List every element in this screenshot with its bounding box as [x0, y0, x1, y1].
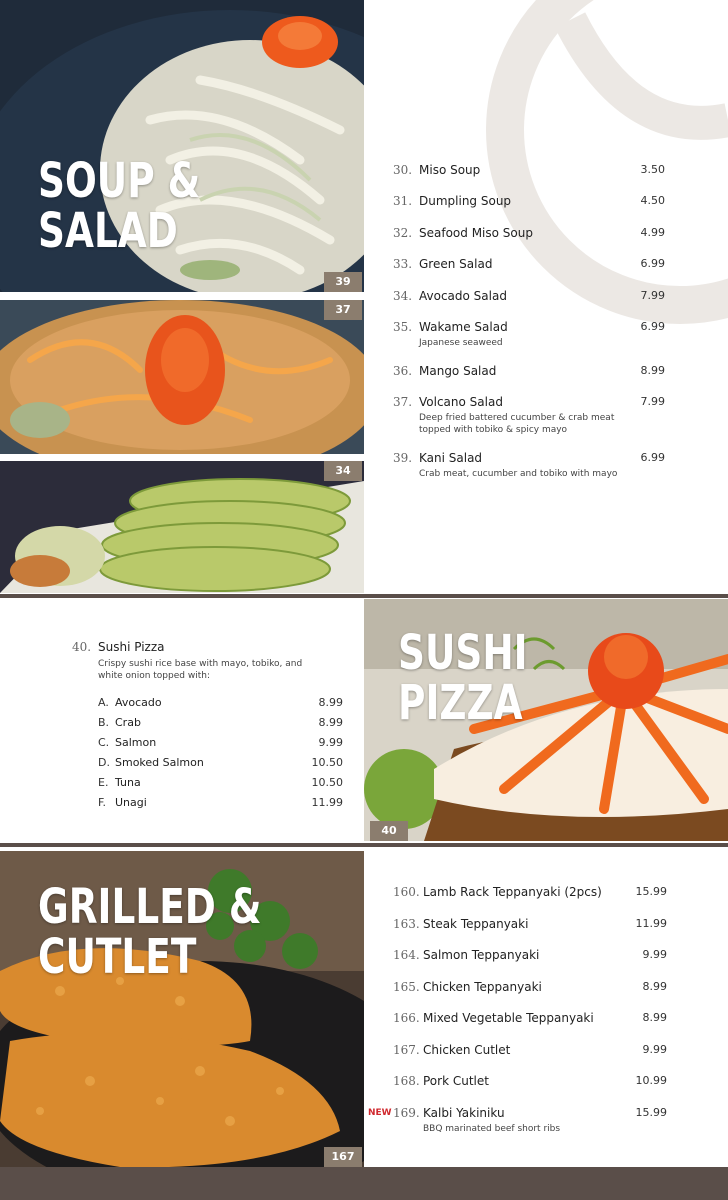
item-name: Sushi Pizza [98, 640, 165, 654]
menu-item [393, 980, 667, 1011]
menu-item [393, 1011, 667, 1043]
item-price: 8.99 [642, 980, 667, 993]
item-description: Crab meat, cucumber and tobiko with mayo [419, 469, 618, 479]
item-price: 6.99 [640, 451, 665, 464]
photo-badge-39: 39 [324, 272, 362, 292]
option-name: Tuna [115, 776, 141, 789]
item-price: 7.99 [640, 395, 665, 408]
item-name: Salmon Teppanyaki [423, 948, 540, 962]
option-price: 9.99 [318, 736, 343, 749]
item-price: 8.99 [642, 1011, 667, 1024]
item-name: Seafood Miso Soup [419, 226, 533, 240]
item-price: 9.99 [642, 1043, 667, 1056]
option-letter: D. [98, 756, 110, 769]
new-badge: NEW [368, 1108, 392, 1118]
menu-item [393, 226, 665, 257]
option-price: 10.50 [311, 756, 343, 769]
menu-item [393, 163, 665, 194]
item-name: Volcano Salad [419, 395, 503, 409]
avocado-salad-photo [0, 461, 364, 593]
sushi-pizza-list [72, 640, 343, 816]
option-letter: C. [98, 736, 110, 749]
menu-item [393, 289, 665, 320]
item-price: 4.50 [640, 194, 665, 207]
grilled-cutlet-title-line2: CUTLET [38, 929, 197, 985]
item-price: 4.99 [640, 226, 665, 239]
grilled-cutlet-list [368, 885, 667, 1140]
menu-item [393, 1074, 667, 1106]
item-name: Steak Teppanyaki [423, 917, 529, 931]
grilled-cutlet-title-line1: GRILLED & [38, 879, 262, 935]
section-divider [0, 594, 728, 598]
soup-salad-title-line2: SALAD [38, 203, 178, 259]
item-description: BBQ marinated beef short ribs [423, 1124, 561, 1134]
option-item [98, 716, 343, 736]
item-number: 32. [393, 226, 413, 240]
menu-item [393, 257, 665, 289]
item-price: 11.99 [635, 917, 667, 930]
section-divider [0, 843, 728, 847]
item-number: 167. [393, 1043, 420, 1057]
option-price: 11.99 [311, 796, 343, 809]
option-item [98, 736, 343, 756]
photo-badge-34: 34 [324, 461, 362, 481]
item-name: Miso Soup [419, 163, 481, 177]
item-number: 166. [393, 1011, 420, 1025]
option-name: Unagi [115, 796, 147, 809]
option-letter: B. [98, 716, 110, 729]
menu-item [393, 885, 667, 917]
option-item [98, 756, 343, 776]
item-name: Avocado Salad [419, 289, 507, 303]
item-price: 6.99 [640, 320, 665, 333]
option-letter: A. [98, 696, 109, 709]
item-number: 164. [393, 948, 420, 962]
item-number: 34. [393, 289, 413, 303]
menu-item [368, 1106, 667, 1140]
menu-item [393, 194, 665, 226]
menu-item [393, 1043, 667, 1074]
item-number: 39. [393, 451, 413, 465]
item-number: 160. [393, 885, 420, 899]
item-name: Wakame Salad [419, 320, 508, 334]
sushi-pizza-title [398, 625, 528, 731]
soup-salad-list [393, 163, 665, 491]
soup-salad-title [38, 153, 201, 259]
menu-item [393, 917, 667, 948]
item-price: 3.50 [640, 163, 665, 176]
menu-item [393, 451, 665, 491]
option-item [98, 796, 343, 816]
item-name: Green Salad [419, 257, 493, 271]
item-number: 40. [72, 640, 92, 654]
item-price: 15.99 [635, 1106, 667, 1119]
item-number: 35. [393, 320, 413, 334]
item-name: Kalbi Yakiniku [423, 1106, 505, 1120]
item-number: 37. [393, 395, 413, 409]
item-price: 6.99 [640, 257, 665, 270]
photo-badge-37: 37 [324, 300, 362, 320]
item-name: Mango Salad [419, 364, 497, 378]
option-name: Avocado [115, 696, 162, 709]
menu-item [393, 948, 667, 980]
option-price: 8.99 [318, 716, 343, 729]
photo-badge-167: 167 [324, 1147, 362, 1167]
photo-badge-40: 40 [370, 821, 408, 841]
item-description: Japanese seaweed [419, 338, 503, 348]
grilled-cutlet-title [38, 879, 262, 985]
menu-item [393, 395, 665, 451]
item-price: 15.99 [635, 885, 667, 898]
menu-item [393, 364, 665, 395]
item-name: Pork Cutlet [423, 1074, 489, 1088]
item-number: 165. [393, 980, 420, 994]
menu-item [72, 640, 343, 696]
menu-item [393, 320, 665, 364]
item-number: 33. [393, 257, 413, 271]
item-name: Dumpling Soup [419, 194, 512, 208]
option-item [98, 776, 343, 796]
item-number: 163. [393, 917, 420, 931]
bottom-bar [0, 1167, 728, 1200]
item-description: Crispy sushi rice base with mayo, tobiko, and white onion topped with: [98, 659, 303, 681]
option-price: 10.50 [311, 776, 343, 789]
item-number: 36. [393, 364, 413, 378]
soup-salad-title-line1: SOUP & [38, 153, 201, 209]
option-name: Salmon [115, 736, 157, 749]
sushi-pizza-title-line1: SUSHI [398, 625, 528, 681]
item-number: 169. [393, 1106, 420, 1120]
item-number: 30. [393, 163, 413, 177]
item-number: 31. [393, 194, 413, 208]
item-price: 7.99 [640, 289, 665, 302]
option-letter: F. [98, 796, 107, 809]
item-name: Chicken Cutlet [423, 1043, 511, 1057]
option-item [98, 696, 343, 716]
option-list [98, 696, 343, 816]
item-number: 168. [393, 1074, 420, 1088]
item-price: 10.99 [635, 1074, 667, 1087]
option-price: 8.99 [318, 696, 343, 709]
item-name: Chicken Teppanyaki [423, 980, 542, 994]
option-name: Smoked Salmon [115, 756, 204, 769]
item-price: 8.99 [640, 364, 665, 377]
volcano-salad-photo [0, 300, 364, 454]
option-letter: E. [98, 776, 109, 789]
sushi-pizza-title-line2: PIZZA [398, 675, 523, 731]
item-name: Lamb Rack Teppanyaki (2pcs) [423, 885, 602, 899]
item-price: 9.99 [642, 948, 667, 961]
option-name: Crab [115, 716, 141, 729]
item-name: Mixed Vegetable Teppanyaki [423, 1011, 594, 1025]
item-name: Kani Salad [419, 451, 483, 465]
item-description: Deep fried battered cucumber & crab meat topped with tobiko & spicy mayo [419, 413, 615, 435]
